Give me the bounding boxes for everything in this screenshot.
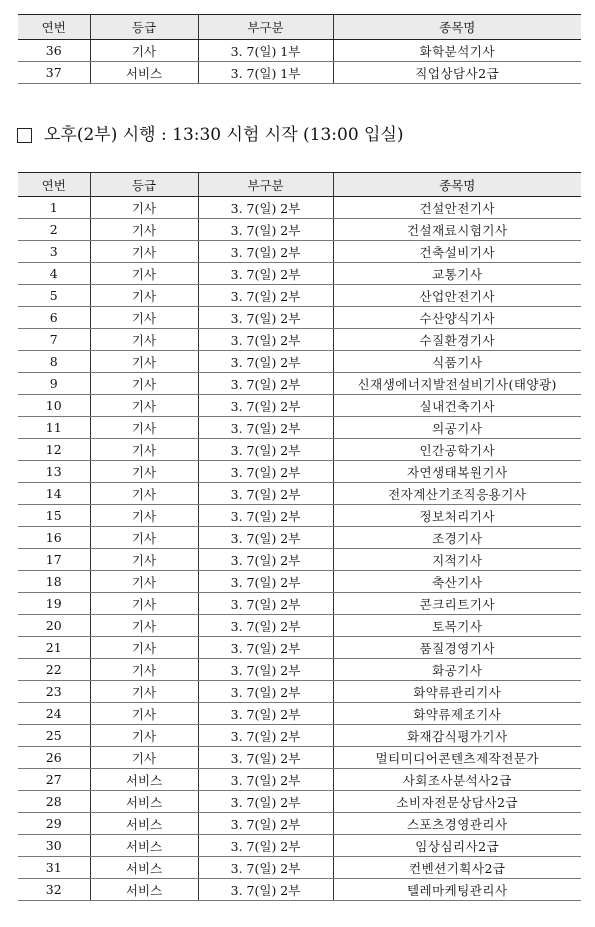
- table-row: [18, 681, 581, 703]
- cell-grade: 기사: [90, 549, 198, 571]
- cell-no: 28: [18, 791, 90, 813]
- cell-subject: 소비자전문상담사2급: [333, 791, 581, 813]
- cell-subject: 화학분석기사: [333, 40, 581, 62]
- cell-subject: 콘크리트기사: [333, 593, 581, 615]
- cell-session: 3. 7(일) 2부: [198, 483, 333, 505]
- table-row: [18, 813, 581, 835]
- cell-session: 3. 7(일) 2부: [198, 527, 333, 549]
- table-row: [18, 615, 581, 637]
- cell-grade: 기사: [90, 417, 198, 439]
- cell-no: 4: [18, 263, 90, 285]
- cell-grade: 기사: [90, 571, 198, 593]
- header-grade: 등급: [90, 173, 198, 197]
- cell-subject: 멀티미디어콘텐츠제작전문가: [333, 747, 581, 769]
- cell-grade: 기사: [90, 263, 198, 285]
- cell-subject: 실내건축기사: [333, 395, 581, 417]
- cell-no: 31: [18, 857, 90, 879]
- cell-no: 13: [18, 461, 90, 483]
- cell-grade: 기사: [90, 197, 198, 219]
- cell-no: 23: [18, 681, 90, 703]
- cell-subject: 지적기사: [333, 549, 581, 571]
- table-row: [18, 879, 581, 901]
- cell-subject: 건축설비기사: [333, 241, 581, 263]
- cell-no: 11: [18, 417, 90, 439]
- cell-grade: 기사: [90, 241, 198, 263]
- cell-session: 3. 7(일) 2부: [198, 439, 333, 461]
- cell-session: 3. 7(일) 2부: [198, 285, 333, 307]
- cell-session: 3. 7(일) 2부: [198, 747, 333, 769]
- exam-schedule-table-morning: [18, 14, 581, 84]
- cell-grade: 기사: [90, 615, 198, 637]
- cell-session: 3. 7(일) 2부: [198, 835, 333, 857]
- table-row: [18, 703, 581, 725]
- cell-no: 10: [18, 395, 90, 417]
- cell-subject: 수산양식기사: [333, 307, 581, 329]
- cell-grade: 기사: [90, 747, 198, 769]
- table-row: [18, 725, 581, 747]
- cell-no: 32: [18, 879, 90, 901]
- cell-no: 37: [18, 62, 90, 84]
- cell-no: 18: [18, 571, 90, 593]
- cell-subject: 인간공학기사: [333, 439, 581, 461]
- cell-grade: 기사: [90, 307, 198, 329]
- cell-no: 19: [18, 593, 90, 615]
- cell-subject: 화재감식평가기사: [333, 725, 581, 747]
- cell-session: 3. 7(일) 2부: [198, 681, 333, 703]
- cell-subject: 임상심리사2급: [333, 835, 581, 857]
- cell-session: 3. 7(일) 1부: [198, 62, 333, 84]
- cell-session: 3. 7(일) 2부: [198, 241, 333, 263]
- cell-subject: 수질환경기사: [333, 329, 581, 351]
- cell-grade: 기사: [90, 483, 198, 505]
- cell-session: 3. 7(일) 2부: [198, 769, 333, 791]
- cell-no: 2: [18, 219, 90, 241]
- cell-session: 3. 7(일) 2부: [198, 813, 333, 835]
- cell-subject: 품질경영기사: [333, 637, 581, 659]
- cell-session: 3. 7(일) 2부: [198, 703, 333, 725]
- cell-subject: 화공기사: [333, 659, 581, 681]
- cell-session: 3. 7(일) 2부: [198, 505, 333, 527]
- cell-session: 3. 7(일) 2부: [198, 791, 333, 813]
- cell-session: 3. 7(일) 2부: [198, 725, 333, 747]
- cell-subject: 식품기사: [333, 351, 581, 373]
- cell-subject: 건설안전기사: [333, 197, 581, 219]
- cell-grade: 기사: [90, 395, 198, 417]
- header-no: 연번: [18, 173, 90, 197]
- cell-grade: 기사: [90, 637, 198, 659]
- cell-no: 1: [18, 197, 90, 219]
- cell-grade: 기사: [90, 659, 198, 681]
- cell-subject: 컨벤션기획사2급: [333, 857, 581, 879]
- table-row: [18, 62, 581, 84]
- table-row: [18, 241, 581, 263]
- cell-no: 17: [18, 549, 90, 571]
- cell-no: 27: [18, 769, 90, 791]
- cell-grade: 기사: [90, 593, 198, 615]
- cell-subject: 텔레마케팅관리사: [333, 879, 581, 901]
- cell-no: 30: [18, 835, 90, 857]
- table-header-row: [18, 173, 581, 197]
- cell-no: 3: [18, 241, 90, 263]
- cell-session: 3. 7(일) 2부: [198, 417, 333, 439]
- cell-subject: 축산기사: [333, 571, 581, 593]
- table-row: [18, 439, 581, 461]
- cell-subject: 자연생태복원기사: [333, 461, 581, 483]
- table-row: [18, 351, 581, 373]
- cell-subject: 전자계산기조직응용기사: [333, 483, 581, 505]
- cell-subject: 의공기사: [333, 417, 581, 439]
- cell-subject: 화약류제조기사: [333, 703, 581, 725]
- table-row: [18, 197, 581, 219]
- cell-session: 3. 7(일) 2부: [198, 197, 333, 219]
- cell-no: 20: [18, 615, 90, 637]
- cell-grade: 서비스: [90, 835, 198, 857]
- cell-grade: 기사: [90, 527, 198, 549]
- cell-session: 3. 7(일) 2부: [198, 879, 333, 901]
- table-row: [18, 549, 581, 571]
- table-row: [18, 263, 581, 285]
- cell-grade: 서비스: [90, 791, 198, 813]
- cell-no: 21: [18, 637, 90, 659]
- table-row: [18, 219, 581, 241]
- cell-session: 3. 7(일) 2부: [198, 307, 333, 329]
- cell-subject: 사회조사분석사2급: [333, 769, 581, 791]
- cell-grade: 기사: [90, 725, 198, 747]
- table-row: [18, 395, 581, 417]
- cell-session: 3. 7(일) 2부: [198, 461, 333, 483]
- cell-subject: 조경기사: [333, 527, 581, 549]
- cell-no: 16: [18, 527, 90, 549]
- cell-subject: 화약류관리기사: [333, 681, 581, 703]
- cell-no: 7: [18, 329, 90, 351]
- cell-session: 3. 7(일) 2부: [198, 329, 333, 351]
- cell-no: 24: [18, 703, 90, 725]
- checkbox-icon: [17, 128, 32, 143]
- cell-session: 3. 7(일) 2부: [198, 659, 333, 681]
- table-row: [18, 659, 581, 681]
- cell-no: 26: [18, 747, 90, 769]
- cell-grade: 서비스: [90, 62, 198, 84]
- cell-session: 3. 7(일) 2부: [198, 263, 333, 285]
- table-row: [18, 571, 581, 593]
- cell-session: 3. 7(일) 2부: [198, 219, 333, 241]
- cell-no: 6: [18, 307, 90, 329]
- table-row: [18, 527, 581, 549]
- table-row: [18, 637, 581, 659]
- cell-session: 3. 7(일) 2부: [198, 351, 333, 373]
- cell-session: 3. 7(일) 2부: [198, 615, 333, 637]
- table-row: [18, 791, 581, 813]
- cell-no: 5: [18, 285, 90, 307]
- table-row: [18, 747, 581, 769]
- header-session: 부구분: [198, 173, 333, 197]
- table-row: [18, 417, 581, 439]
- cell-grade: 기사: [90, 351, 198, 373]
- table-row: [18, 307, 581, 329]
- cell-grade: 기사: [90, 461, 198, 483]
- table-row: [18, 461, 581, 483]
- table-row: [18, 329, 581, 351]
- header-subject: 종목명: [333, 15, 581, 40]
- cell-no: 25: [18, 725, 90, 747]
- cell-no: 12: [18, 439, 90, 461]
- cell-session: 3. 7(일) 2부: [198, 637, 333, 659]
- cell-grade: 기사: [90, 703, 198, 725]
- cell-grade: 서비스: [90, 769, 198, 791]
- cell-grade: 서비스: [90, 879, 198, 901]
- cell-session: 3. 7(일) 2부: [198, 593, 333, 615]
- header-subject: 종목명: [333, 173, 581, 197]
- cell-session: 3. 7(일) 2부: [198, 395, 333, 417]
- cell-subject: 스포츠경영관리사: [333, 813, 581, 835]
- cell-no: 8: [18, 351, 90, 373]
- table-row: [18, 593, 581, 615]
- table-row: [18, 769, 581, 791]
- cell-grade: 기사: [90, 373, 198, 395]
- table-row: [18, 40, 581, 62]
- cell-subject: 교통기사: [333, 263, 581, 285]
- cell-grade: 기사: [90, 40, 198, 62]
- table-row: [18, 835, 581, 857]
- cell-no: 9: [18, 373, 90, 395]
- header-no: 연번: [18, 15, 90, 40]
- cell-subject: 토목기사: [333, 615, 581, 637]
- section-heading-text: 오후(2부) 시행 : 13:30 시험 시작 (13:00 입실): [44, 125, 404, 145]
- cell-grade: 기사: [90, 329, 198, 351]
- cell-subject: 건설재료시험기사: [333, 219, 581, 241]
- header-session: 부구분: [198, 15, 333, 40]
- table-header-row: [18, 15, 581, 40]
- cell-subject: 산업안전기사: [333, 285, 581, 307]
- cell-subject: 정보처리기사: [333, 505, 581, 527]
- table-row: [18, 505, 581, 527]
- cell-grade: 서비스: [90, 857, 198, 879]
- cell-subject: 직업상담사2급: [333, 62, 581, 84]
- cell-no: 29: [18, 813, 90, 835]
- cell-session: 3. 7(일) 2부: [198, 571, 333, 593]
- table-row: [18, 857, 581, 879]
- cell-no: 36: [18, 40, 90, 62]
- cell-grade: 기사: [90, 285, 198, 307]
- cell-subject: 신재생에너지발전설비기사(태양광): [333, 373, 581, 395]
- cell-session: 3. 7(일) 2부: [198, 857, 333, 879]
- table-row: [18, 483, 581, 505]
- cell-session: 3. 7(일) 1부: [198, 40, 333, 62]
- cell-session: 3. 7(일) 2부: [198, 549, 333, 571]
- cell-grade: 기사: [90, 219, 198, 241]
- cell-no: 15: [18, 505, 90, 527]
- section-heading: [17, 124, 404, 146]
- cell-no: 22: [18, 659, 90, 681]
- cell-grade: 기사: [90, 505, 198, 527]
- table-row: [18, 373, 581, 395]
- table-row: [18, 285, 581, 307]
- header-grade: 등급: [90, 15, 198, 40]
- cell-grade: 기사: [90, 439, 198, 461]
- cell-no: 14: [18, 483, 90, 505]
- cell-grade: 서비스: [90, 813, 198, 835]
- exam-schedule-table-afternoon: [18, 172, 581, 901]
- cell-grade: 기사: [90, 681, 198, 703]
- cell-session: 3. 7(일) 2부: [198, 373, 333, 395]
